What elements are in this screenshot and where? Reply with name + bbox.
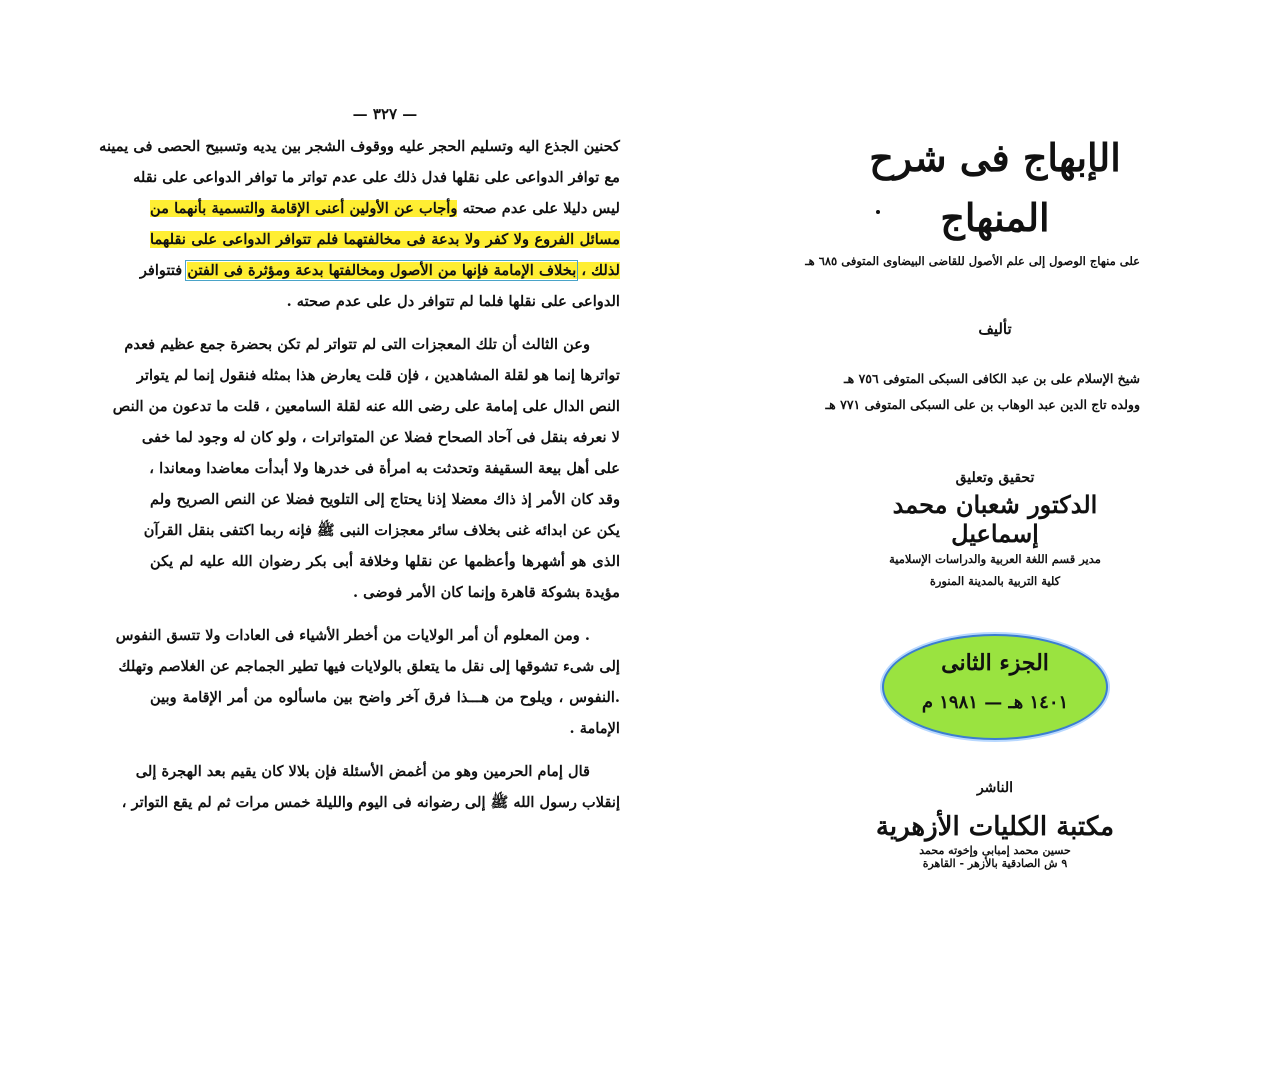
publisher-name: مكتبة الكليات الأزهرية — [875, 812, 1115, 842]
text-segment: مؤيدة بشوكة قاهرة وإنما كان الأمر فوضى . — [352, 584, 620, 601]
text-segment: الإمامة . — [569, 720, 620, 737]
text-segment: . ومن المعلوم أن أمر الولايات من أخطر الأشياء فى العادات ولا تتسق النفوس — [115, 627, 590, 644]
text-line — [135, 756, 620, 787]
text-line — [121, 787, 620, 818]
text-segment: النص الدال على إمامة على رضى الله عنه لقلة السامعين ، قلت ما تدعون من النص — [112, 398, 620, 415]
title-page — [805, 120, 1140, 870]
volume-date: ١٤٠١ هـ — ١٩٨١ م — [921, 692, 1069, 713]
text-segment: إنقلاب رسول الله ﷺ إلى رضوانه فى اليوم والليلة خمس مرات ثم لم يقع التواتر ، — [121, 794, 620, 811]
text-line — [150, 713, 620, 744]
author-line: وولده تاج الدين عبد الوهاب بن على السبكى المتوفى ٧٧١ هـ — [825, 397, 1140, 412]
highlighted-text: وأجاب عن الأولين أعنى الإقامة والتسمية بأنهما من — [150, 200, 458, 217]
page-text-body — [99, 131, 620, 818]
book-subtitle: على منهاج الوصول إلى علم الأصول للقاضى البيضاوى المتوفى ٦٨٥ هـ — [805, 254, 1140, 268]
authors-block — [825, 366, 1140, 418]
text-line — [124, 329, 620, 360]
publisher-label: الناشر — [976, 780, 1014, 796]
highlighted-text: مسائل الفروع ولا كفر ولا بدعة فى مخالفتهما فلم تتوافر الدواعى على نقلهما — [150, 231, 620, 248]
ink-dot — [876, 210, 880, 214]
text-line — [139, 255, 620, 286]
left-page — [99, 105, 620, 818]
text-segment: على أهل بيعة السقيفة وتحدثت به امرأة فى خدرها ولا أبدأت معاضدا ومعاندا ، — [149, 460, 620, 477]
text-line — [118, 651, 620, 682]
editor-name: الدكتور شعبان محمد إسماعيل — [892, 490, 1098, 548]
paragraph-gap — [150, 317, 620, 329]
text-line — [150, 546, 620, 577]
boxed-highlighted-text: بخلاف الإمامة فإنها من الأصول ومخالفتها بدعة ومؤثرة فى الفتن — [187, 262, 577, 279]
text-line — [143, 515, 620, 546]
publisher-address: ٩ ش الصادقية بالأزهر - القاهرة — [922, 857, 1068, 870]
text-line — [150, 224, 620, 255]
text-line — [150, 682, 620, 713]
text-segment: ليس دليلا على عدم صحته — [457, 200, 620, 217]
text-line — [150, 286, 620, 317]
paragraph-gap — [150, 744, 620, 756]
text-segment: .النفوس ، ويلوح من هـــذا فرق آخر واضح بين ماسألوه من أمر الإقامة وبين — [150, 689, 620, 706]
text-line — [99, 131, 620, 162]
author-line: شيخ الإسلام على بن عبد الكافى السبكى المتوفى ٧٥٦ هـ — [843, 371, 1140, 386]
text-line — [150, 484, 620, 515]
text-segment: الذى هو أشهرها وأعظمها عن نقلها وخلافة أبى بكر رضوان الله عليه لم يكن — [150, 553, 620, 570]
text-line — [115, 620, 620, 651]
authorship-label: تأليف — [978, 320, 1012, 338]
text-line — [133, 162, 620, 193]
text-segment: يكن عن ابدائه غنى بخلاف سائر معجزات النبى ﷺ فإنه ربما اكتفى بنقل القرآن — [143, 522, 620, 539]
text-segment: الدواعى على نقلها فلما لم تتوافر دل على عدم صحته . — [286, 293, 620, 310]
editor-position: كلية التربية بالمدينة المنورة — [929, 574, 1061, 588]
editing-label: تحقيق وتعليق — [955, 470, 1035, 486]
text-line — [150, 577, 620, 608]
text-line — [150, 193, 620, 224]
text-segment: قال إمام الحرمين وهو من أغمض الأسئلة فإن بلالا كان يقيم بعد الهجرة إلى — [135, 763, 590, 780]
editor-position: مدير قسم اللغة العربية والدراسات الإسلامية — [889, 552, 1101, 566]
text-segment: فتتوافر — [139, 262, 188, 279]
volume-badge — [882, 634, 1108, 740]
text-segment: وعن الثالث أن تلك المعجزات التى لم تتواتر لم تكن بحضرة جمع عظيم فعدم — [124, 336, 590, 353]
text-line — [136, 360, 620, 391]
text-segment: كحنين الجذع اليه وتسليم الحجر عليه ووقوف الشجر بين يديه وتسبيح الحصى فى يمينه — [99, 138, 620, 155]
book-title: الإبهاج فى شرح المنهاج — [869, 135, 1121, 240]
text-line — [150, 453, 620, 484]
text-segment: إلى شىء تشوقها إلى نقل ما يتعلق بالولايات فيها تطير الجماجم عن الغلاصم وتهلك — [118, 658, 620, 675]
text-line — [141, 422, 620, 453]
volume-label: الجزء الثانى — [941, 650, 1049, 676]
text-segment: تواترها إنما هو لقلة المشاهدين ، فإن قلت يعارض هذا بمثله فنقول إنما لم يتواتر — [136, 367, 620, 384]
text-segment: مع توافر الدواعى على نقلها فدل ذلك على عدم تواتر ما توافر الدواعى على نقله — [133, 169, 620, 186]
highlighted-text: لذلك ، — [576, 262, 620, 279]
text-line — [112, 391, 620, 422]
publisher-owners: حسين محمد إمبابى وإخوته محمد — [919, 844, 1071, 857]
text-segment: لا نعرفه بنقل فى آحاد الصحاح فضلا عن المتواترات ، ولو كان له وجود لما خفى — [141, 429, 620, 446]
page-number: — ٣٢٧ — — [352, 105, 418, 123]
paragraph-gap — [150, 608, 620, 620]
text-segment: وقد كان الأمر إذ ذاك معضلا إذنا يحتاج إلى التلويح فضلا عن النص الصريح ولم — [150, 491, 620, 508]
